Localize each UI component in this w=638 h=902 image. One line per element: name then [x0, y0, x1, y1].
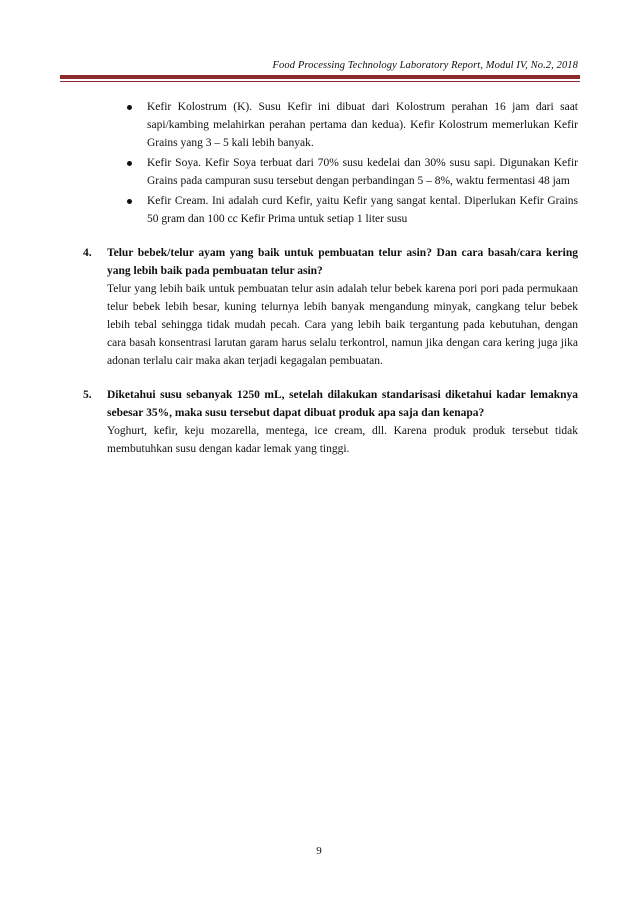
answer-text: Yoghurt, kefir, keju mozarella, mentega, ice cream, dll. Karena produk produk tersebut tidak membutuhkan susu dengan kadar lemak yang tinggi.	[107, 425, 578, 455]
bullet-icon	[127, 161, 132, 166]
list-item	[0, 154, 638, 190]
question-5	[0, 386, 638, 458]
question-text: Diketahui susu sebanyak 1250 mL, setelah dilakukan standarisasi diketahui kadar lemaknya sebesar 35%, maka susu tersebut dapat dibuat produk apa saja dan kenapa?	[107, 389, 578, 419]
bullet-text: Kefir Kolostrum (K). Susu Kefir ini dibuat dari Kolostrum perahan 16 jam dari saat sapi/kambing melahirkan perahan pertama dan kedua). Kefir Kolostrum memerlukan Kefir Grains yang 3 – 5 kali lebih banyak.	[147, 101, 578, 149]
bullet-icon	[127, 199, 132, 204]
header-rule-thick	[60, 75, 580, 79]
page-number: 9	[316, 845, 322, 857]
bullet-text: Kefir Cream. Ini adalah curd Kefir, yaitu Kefir yang sangat kental. Diperlukan Kefir Grains 50 gram dan 100 cc Kefir Prima untuk setiap 1 liter susu	[147, 195, 578, 225]
bullet-icon	[127, 105, 132, 110]
question-number: 5.	[83, 389, 92, 401]
question-text: Telur bebek/telur ayam yang baik untuk pembuatan telur asin? Dan cara basah/cara kering yang lebih baik pada pembuatan telur asin?	[107, 247, 578, 277]
list-item	[0, 192, 638, 228]
header-rule-thin	[60, 81, 580, 82]
page-content	[0, 98, 638, 458]
bullet-text: Kefir Soya. Kefir Soya terbuat dari 70% susu kedelai dan 30% susu sapi. Digunakan Kefir Grains pada campuran susu tersebut dengan perbandingan 5 – 8%, waktu fermentasi 48 jam	[147, 157, 578, 187]
kefir-bullet-list	[0, 98, 638, 228]
list-item	[0, 98, 638, 152]
answer-text: Telur yang lebih baik untuk pembuatan telur asin adalah telur bebek karena pori pori pada permukaan telur bebek lebih besar, kuning telurnya lebih banyak mengandung minyak, cangkang telur bebek lebih tebal sehingga tidak mudah pecah. Cara yang lebih baik tergantung pada kebutuhan, dengan cara basah konsentrasi larutan garam harus selalu terkontrol, namun jika dengan cara kering juga jika adonan terlalu cair maka akan terjadi kegagalan pembuatan.	[107, 283, 578, 367]
running-header: Food Processing Technology Laboratory Report, Modul IV, No.2, 2018	[272, 60, 578, 71]
question-4	[0, 244, 638, 370]
question-number: 4.	[83, 247, 92, 259]
